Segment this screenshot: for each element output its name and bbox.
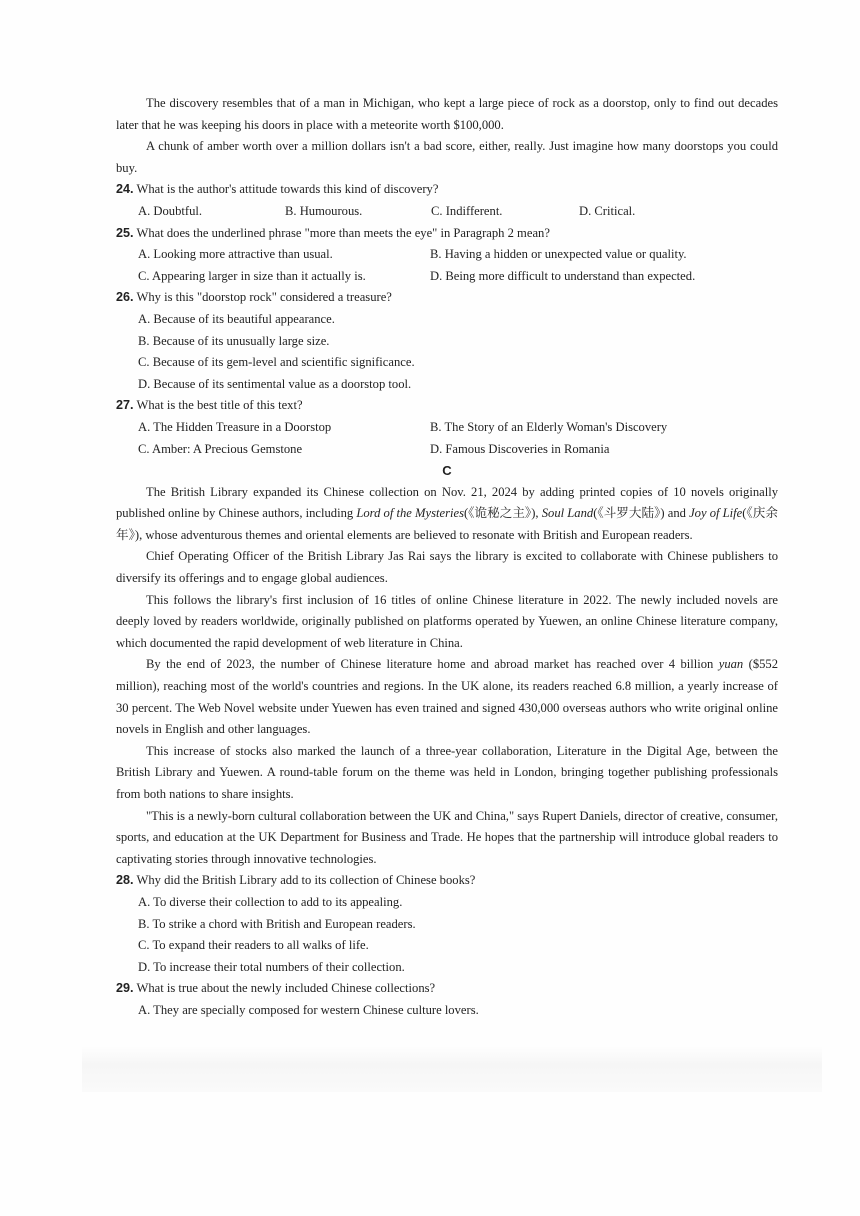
paragraph: Chief Operating Officer of the British Library Jas Rai says the library is excited to collaborate with Chinese publishers to diversify its offerings and to engage global audiences. <box>116 549 778 586</box>
question-26 <box>116 287 778 309</box>
text-run: (《诡秘之主》), <box>464 506 542 521</box>
text-run: The British Library expanded its Chinese collection on Nov. 21, 2024 by adding printed copies of 10 novels originally published online by Chinese authors, including <box>116 484 778 521</box>
option-d: D. Famous Discoveries in Romania <box>430 441 610 456</box>
section-c-heading: C <box>442 463 452 479</box>
question-text: What does the underlined phrase "more than meets the eye" in Paragraph 2 mean? <box>136 225 550 240</box>
text-run: By the end of 2023, the number of Chinese literature home and abroad market has reached over 4 billion <box>146 657 719 672</box>
option-d: D. To increase their total numbers of their collection. <box>138 959 405 974</box>
novel-title: Soul Land <box>541 506 594 521</box>
options-27-row1 <box>116 417 778 439</box>
question-number: 29. <box>116 981 134 996</box>
option-d: D. Being more difficult to understand than expected. <box>430 268 696 283</box>
question-text: What is the author's attitude towards this kind of discovery? <box>136 182 439 197</box>
option-a: A. They are specially composed for western Chinese culture lovers. <box>138 1002 479 1017</box>
page-content <box>116 93 778 1022</box>
options-24 <box>116 201 778 223</box>
question-number: 26. <box>116 290 134 305</box>
option-c: C. Because of its gem-level and scientific significance. <box>138 355 415 370</box>
option-b: B. The Story of an Elderly Woman's Discovery <box>430 419 668 434</box>
option-a: A. Doubtful. <box>138 203 203 218</box>
novel-title: Joy of Life <box>689 506 743 521</box>
options-27-row2 <box>116 439 778 461</box>
text-run: ($552 million), reaching most of the world's countries and regions. In the UK alone, its readers reached 6.8 million, a yearly increase of 30 percent. The Web Novel website under Yuewen has even trained and signed 430,000 overseas authors who write original online novels in English and other languages. <box>116 657 779 737</box>
option-a: A. Because of its beautiful appearance. <box>138 311 335 326</box>
paragraph: This follows the library's first inclusion of 16 titles of online Chinese literature in 2022. The newly included novels are deeply loved by readers worldwide, originally published on platforms operated by Yuewen, an online Chinese literature company, which documented the rapid development of web literature in China. <box>116 592 778 650</box>
option-d: D. Critical. <box>579 203 636 218</box>
paragraph <box>116 482 778 547</box>
option-b: B. Because of its unusually large size. <box>138 333 330 348</box>
question-number: 28. <box>116 873 134 888</box>
options-25-row1 <box>116 244 778 266</box>
paragraph: This increase of stocks also marked the launch of a three-year collaboration, Literature in the Digital Age, between the British Library and Yuewen. A round-table forum on the theme was held in London, bringing together publishing professionals from both nations to share insights. <box>116 743 778 801</box>
question-text: Why is this "doorstop rock" considered a treasure? <box>136 290 392 305</box>
question-27 <box>116 395 778 417</box>
question-text: Why did the British Library add to its collection of Chinese books? <box>136 873 476 888</box>
question-text: What is true about the newly included Chinese collections? <box>136 981 436 996</box>
option-c: C. Appearing larger in size than it actually is. <box>138 268 366 283</box>
paragraph: "This is a newly-born cultural collaboration between the UK and China," says Rupert Daniels, director of creative, consumer, sports, and education at the UK Department for Business and Trade. He hopes that the partnership will introduce global readers to captivating stories through innovative technologies. <box>116 808 778 866</box>
question-number: 25. <box>116 225 134 240</box>
question-number: 24. <box>116 182 134 197</box>
paragraph <box>116 654 778 740</box>
question-number: 27. <box>116 398 134 413</box>
option-a: A. Looking more attractive than usual. <box>138 247 333 262</box>
option-c: C. To expand their readers to all walks of life. <box>138 938 369 953</box>
option-b: B. Humourous. <box>285 203 363 218</box>
option-c: C. Indifferent. <box>431 203 503 218</box>
question-25 <box>116 223 778 245</box>
option-a: A. To diverse their collection to add to its appealing. <box>138 894 403 909</box>
currency-word: yuan <box>718 657 744 672</box>
novel-title: Lord of the Mysteries <box>356 506 465 521</box>
option-d: D. Because of its sentimental value as a doorstop tool. <box>138 376 412 391</box>
text-run: (《庆余年》), whose adventurous themes and oriental elements are believed to resonate with British and European readers. <box>116 506 778 542</box>
option-c: C. Amber: A Precious Gemstone <box>138 441 303 456</box>
text-run: (《斗罗大陆》) and <box>593 506 690 521</box>
paragraph: The discovery resembles that of a man in Michigan, who kept a large piece of rock as a doorstop, only to find out decades later that he was keeping his doors in place with a meteorite worth $100,000. <box>116 96 778 132</box>
options-25-row2 <box>116 266 778 288</box>
option-b: B. Having a hidden or unexpected value or quality. <box>430 247 687 262</box>
question-28 <box>116 870 778 892</box>
question-24 <box>116 179 778 201</box>
question-text: What is the best title of this text? <box>136 398 303 413</box>
option-a: A. The Hidden Treasure in a Doorstop <box>138 419 332 434</box>
scan-shadow <box>82 1046 822 1092</box>
question-29 <box>116 978 778 1000</box>
paragraph: A chunk of amber worth over a million dollars isn't a bad score, either, really. Just imagine how many doorstops you could buy. <box>116 139 778 175</box>
option-b: B. To strike a chord with British and European readers. <box>138 916 416 931</box>
